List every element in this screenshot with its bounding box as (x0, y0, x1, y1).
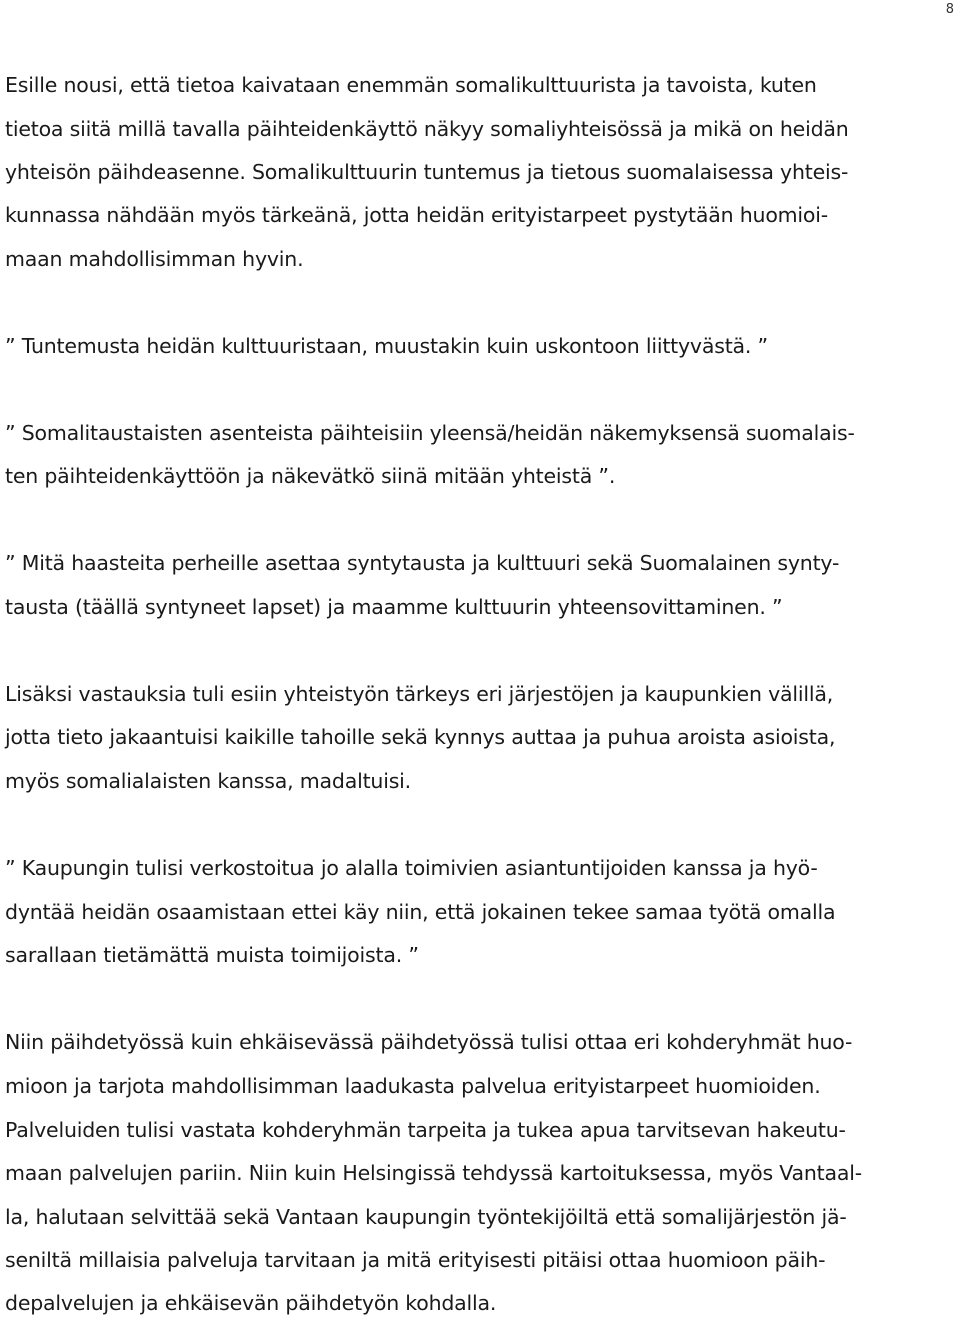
quote-line: ” Tuntemusta heidän kulttuuristaan, muustakin kuin uskontoon liittyvästä. ” (5, 334, 768, 358)
text-line: Esille nousi, että tietoa kaivataan enemmän somalikulttuurista ja tavoista, kuten (5, 73, 817, 97)
quote-line: ” Somalitaustaisten asenteista päihteisiin yleensä/heidän näkemyksensä suomalais- (5, 421, 855, 445)
page-number: 8 (945, 2, 954, 17)
quote-line: tausta (täällä syntyneet lapset) ja maamme kulttuurin yhteensovittaminen. ” (5, 595, 783, 619)
quote-line: dyntää heidän osaamistaan ettei käy niin, että jokainen tekee samaa työtä omalla (5, 900, 836, 924)
text-line: depalvelujen ja ehkäisevän päihdetyön kohdalla. (5, 1291, 497, 1315)
text-line: yhteisön päihdeasenne. Somalikulttuurin tuntemus ja tietous suomalaisessa yhteis- (5, 160, 849, 184)
text-line: myös somalialaisten kanssa, madaltuisi. (5, 769, 411, 793)
text-line: seniltä millaisia palveluja tarvitaan ja mitä erityisesti pitäisi ottaa huomioon päih- (5, 1248, 826, 1272)
text-line: Palveluiden tulisi vastata kohderyhmän tarpeita ja tukea apua tarvitsevan hakeutu- (5, 1118, 846, 1142)
text-line: la, halutaan selvittää sekä Vantaan kaupungin työntekijöiltä että somalijärjestön jä- (5, 1205, 847, 1229)
text-line: maan mahdollisimman hyvin. (5, 247, 304, 271)
text-line: tietoa siitä millä tavalla päihteidenkäyttö näkyy somaliyhteisössä ja mikä on heidän (5, 117, 849, 141)
quote-line: ten päihteidenkäyttöön ja näkevätkö siinä mitään yhteistä ”. (5, 464, 616, 488)
text-line: jotta tieto jakaantuisi kaikille tahoille sekä kynnys auttaa ja puhua aroista asioista, (5, 725, 836, 749)
text-line: Niin päihdetyössä kuin ehkäisevässä päihdetyössä tulisi ottaa eri kohderyhmät huo- (5, 1030, 853, 1054)
text-line: mioon ja tarjota mahdollisimman laadukasta palvelua erityistarpeet huomioiden. (5, 1074, 821, 1098)
quote-line: ” Kaupungin tulisi verkostoitua jo alalla toimivien asiantuntijoiden kanssa ja hyö- (5, 856, 818, 880)
quote-line: sarallaan tietämättä muista toimijoista. ” (5, 943, 419, 967)
quote-line: ” Mitä haasteita perheille asettaa syntytausta ja kulttuuri sekä Suomalainen synty- (5, 551, 840, 575)
text-line: maan palvelujen pariin. Niin kuin Helsingissä tehdyssä kartoituksessa, myös Vantaal- (5, 1161, 862, 1185)
text-line: kunnassa nähdään myös tärkeänä, jotta heidän erityistarpeet pystytään huomioi- (5, 203, 828, 227)
text-line: Lisäksi vastauksia tuli esiin yhteistyön tärkeys eri järjestöjen ja kaupunkien välillä, (5, 682, 834, 706)
